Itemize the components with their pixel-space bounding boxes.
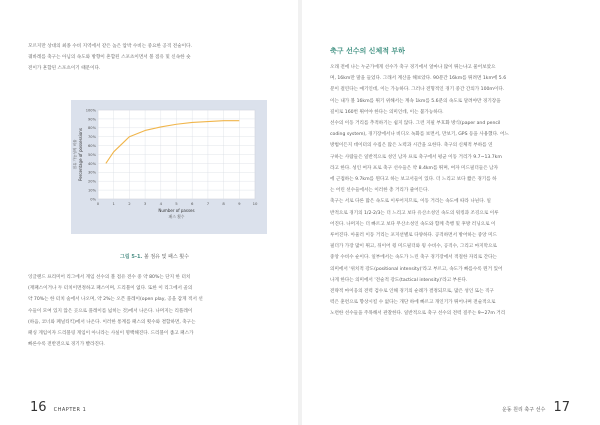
right-paragraph-line: 구하는 사람들은 일반적으로 성인 남자 프로 축구에서 평균 이동 거리가 9.7~13.7km [330, 154, 502, 160]
right-paragraph [330, 62, 580, 320]
y-axis-label: Percentage of possessions [78, 128, 83, 181]
right-paragraph-line: 라고 한다. 성인 여자 프로 축구 선수들은 약 8.4km를 뛰며, 여자 미드필더들은 남자 [330, 165, 499, 171]
y-tick-label: 60% [88, 144, 96, 148]
left-paragraph-2-line: (재패스이거나 두 터치이면정하고 패스이며, 드리블이 없다. 또한 이 리그에서 골의 [28, 286, 193, 292]
figure-caption [120, 253, 189, 260]
right-paragraph-line: 에 근접하는 9.7km를 뛴다고 하는 보고서들이 있다. 더 느리고 보다 짧은 경기를 하 [330, 177, 497, 183]
chart-panel [71, 100, 267, 234]
left-page [0, 0, 298, 425]
left-paragraph-1 [28, 41, 273, 75]
right-paragraph-line: 는 어린 선수들에서는 이러한 총 거리가 줄어든다. [330, 188, 429, 194]
right-paragraph-line: 오래 전에 나는 누군가에게 선수가 축구 경기에서 얼마나 많이 뛰는냐고 물어보았으 [330, 65, 496, 70]
y-tick-label: 20% [88, 179, 96, 184]
x-tick-label: 9 [238, 201, 241, 206]
left-paragraph-2-line: 빠른수록 전반전으로 경기가 빨라진다. [28, 342, 105, 348]
chapter-label: CHAPTER 1 [53, 407, 87, 413]
right-paragraph-line: 며, 16km만 말을 들었다. 그래서 계산을 해보았다. 90분간 16km를 뛰려면 1km에 5.6 [330, 76, 507, 82]
x-axis-label-ko: 패스 횟수 [168, 214, 185, 219]
y-tick-label: 0% [90, 197, 96, 202]
y-tick-label: 80% [88, 126, 96, 131]
right-paragraph-line: 전략적 마이웅의 전력 검수로 인해 경기의 순례가 결정되므로, 많은 성인 또는 직구 [330, 289, 494, 295]
right-paragraph-line: 이는 내가 볼 16km를 뛰기 위해서는 계속 1km를 5.6분의 속도로 달려야만 경기장을 [330, 98, 501, 104]
right-paragraph-line: 력은 훈련으로 향상시킬 수 없다는 개단 하에 빠르고 개인기가 뛰어나며 전술적으로 [330, 300, 496, 306]
possession-line-chart [71, 100, 267, 234]
right-paragraph-line: 필더가 가장 많이 뛰고, 뒤이어 윙 미드필더와 윙 수비수, 공격수, 그리고 마지막으로 [330, 244, 497, 250]
left-paragraph-2-line: 잉글랜드 프리미어 리그에서 게임 선수의 볼 점유 전수 중 약 80%는 단지 한 터치 [28, 275, 191, 280]
right-paragraph-line: 나게 한다는 의미에서 '전술적 강도(tactical intensity)'라고 부른다. [330, 277, 468, 283]
left-paragraph-2 [28, 272, 273, 350]
y-tick-label: 70% [88, 135, 96, 140]
right-paragraph-line: 축구는 서로 다른 많은 속도로 이루어지므로, 이동 거리는 속도에 따라 나뉜다. 일 [330, 199, 491, 205]
right-paragraph-line: 길이로 160번 뛰어야 한다는 의미인데, 이는 불가능하다. [330, 109, 444, 115]
left-folio [30, 396, 86, 415]
right-paragraph-line: 루어진다. 아울러 이동 거리는 포지션별로 다양하다. 공격하면서 방어하는 중앙 미드 [330, 233, 497, 239]
left-paragraph-1-line: 전이가 흔합된 스포츠이기 때문이다. [28, 66, 101, 72]
right-paragraph-line: coding system), 경기장에서나 비디오 녹화를 보면서, 만보기, GPS 등을 사용했다. 어느 [330, 132, 509, 138]
y-axis-label-ko: 점유 가능성의 비율 [73, 139, 77, 170]
right-paragraph-line: 반적으로 경기의 1/2-2/3는 더 느리고 보다 유산소성인 속도의 워킹과 조깅으로 이루 [330, 210, 499, 216]
x-tick-label: 0 [96, 201, 100, 206]
x-tick-label: 2 [128, 201, 131, 206]
right-folio [502, 396, 570, 415]
figure-caption-label: 그림 5-1. [120, 254, 143, 260]
right-paragraph-line: 노련한 선수들을 주목해서 관찰한다. 일반적으로 축구 선수의 전력 질주는 9~27m 거리 [330, 311, 506, 317]
x-tick-label: 10 [252, 201, 258, 206]
y-tick-label: 90% [88, 117, 96, 122]
y-tick-label: 30% [88, 170, 96, 175]
left-paragraph-2-line: 약 70%는 한 터치 숲에서 나오며, 약 2%는 오픈 플레이(open play, 공을 갑게 적서 선 [28, 297, 203, 303]
y-tick-label: 50% [88, 152, 96, 157]
y-tick-label: 10% [88, 188, 96, 193]
x-axis-label: Number of passes [158, 208, 195, 213]
y-tick-label: 100% [85, 108, 96, 113]
right-paragraph-line: 어진다. 나머지는 더 빠르고 보다 무산소성인 속도와 함께 측행 및 후방 러닝으로 이 [330, 221, 496, 227]
book-title-label: 운동 원리 축구 선수 [501, 407, 546, 413]
x-tick-label: 4 [159, 201, 163, 206]
left-paragraph-2-line: 수들이 모여 있지 않은 곳으로 플레이를 넓히는 것)에서 나온다. 나머지는 리플레이 [28, 308, 193, 314]
right-paragraph-line: 분이 걸린다는 얘기인데, 이는 가능하다. 그러나 전형적인 경기 중간 간의가 100m이다. [330, 87, 505, 93]
right-page-number: 17 [553, 400, 570, 415]
section-title: 축구 선수의 신체적 부하 [330, 47, 405, 55]
x-tick-label: 8 [222, 201, 225, 206]
right-paragraph-line: 선수의 이동 거리를 추적하기는 쉽지 않다. 그런 지필 부호화 방식(paper and pencil [330, 121, 501, 127]
right-paragraph-line: 중앙 수비수 순이다. 일부에서는 속도가 느린 축구 경기장에서 적절한 자리로 간다는 [330, 255, 497, 261]
left-paragraph-1-line: 모르지만 상대의 최종 수비 지역에서 같은 높은 압박 수비는 중요한 공격 전술이다. [28, 44, 192, 49]
figure-caption-text: 볼 점유 및 패스 횟수 [143, 254, 189, 260]
left-paragraph-2-line: 패싱 게임이자 드리블링 게임이 아니라는 사실이 명백해진다. 드리블이 좁고 패스가 [28, 331, 194, 337]
left-paragraph-1-line: 궤바레를 축구는 아님의 속도와 방향이 흔합된 스포츠이면서 볼 점유 및 신속한 숏 [28, 55, 191, 61]
left-paragraph-2-line: (하음, 코너와 페널티킥)에서 나온다. 이러한 통계를 패스의 횟수와 결합하면, 축구는 [28, 319, 196, 325]
x-tick-label: 6 [190, 201, 194, 206]
x-tick-label: 3 [143, 201, 147, 206]
x-tick-label: 7 [206, 201, 210, 206]
right-paragraph-line: 방법이든지 데이터의 수집은 많은 노력과 시간을 요한다. 축구의 신체적 부하를 연 [330, 143, 493, 149]
x-tick-label: 5 [175, 201, 178, 206]
y-tick-label: 40% [88, 161, 96, 166]
x-tick-label: 1 [112, 201, 115, 206]
left-page-number: 16 [30, 400, 47, 415]
right-paragraph-line: 의미에서 '위치적 강도(positional intensity)'라고 부르고, 속도가 빠를수록 뛴거 있어 [330, 266, 503, 272]
right-page [302, 0, 600, 425]
